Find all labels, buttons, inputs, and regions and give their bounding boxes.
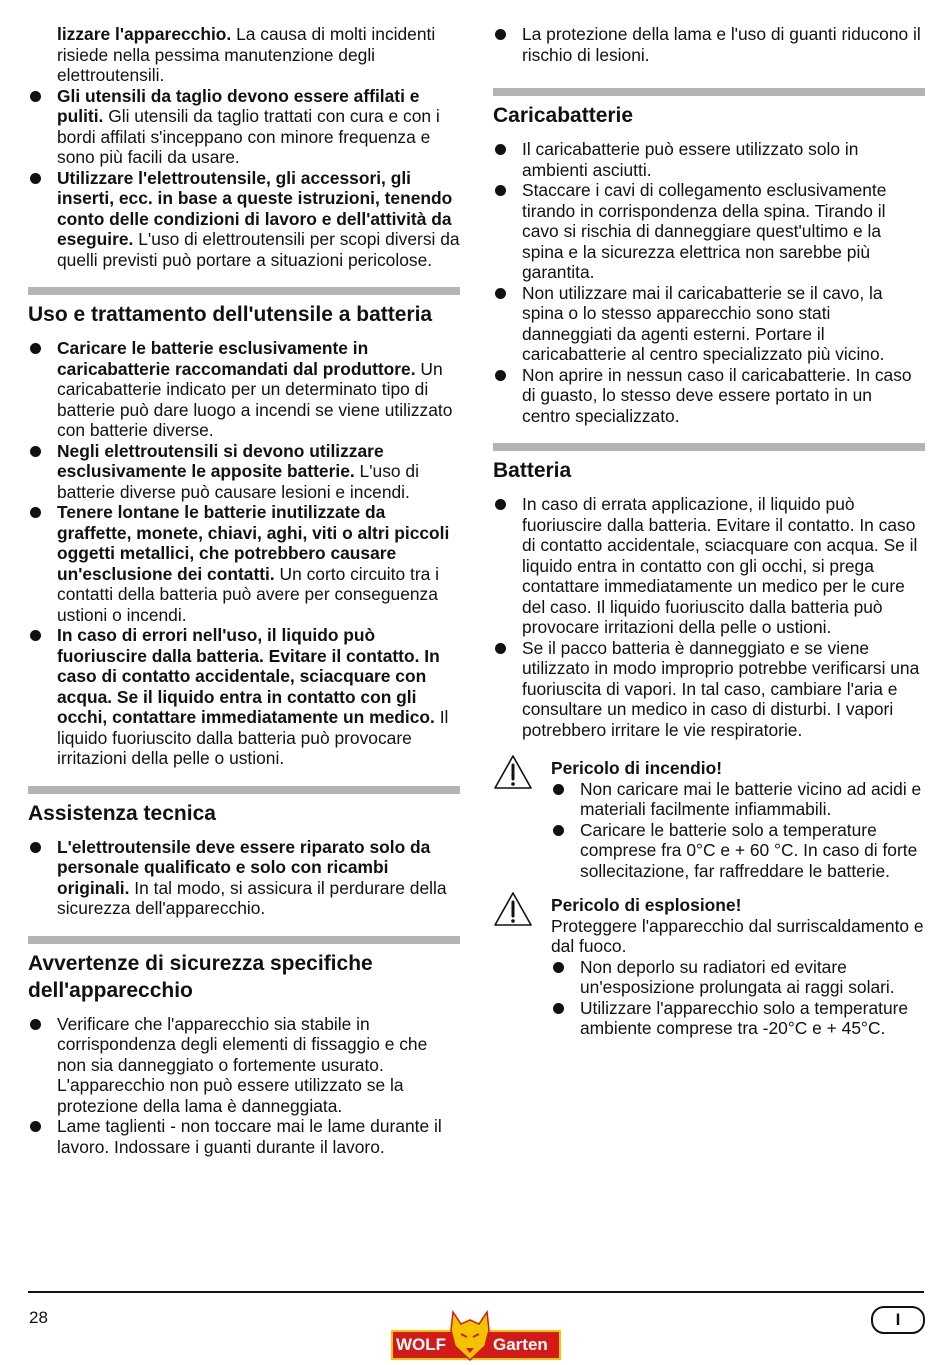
list-item: Caricare le batterie solo a temperature comprese fra 0°C e + 60 °C. In caso di forte sollecitazione, far raffreddare le batterie. xyxy=(551,820,925,882)
list-item: Lame taglienti - non toccare mai le lame durante il lavoro. Indossare i guanti durante il lavoro. xyxy=(28,1116,460,1157)
section-divider xyxy=(493,443,925,451)
battery-tool-list xyxy=(28,338,460,769)
list-item xyxy=(28,168,460,271)
explosion-warning-title: Pericolo di esplosione! xyxy=(551,895,742,915)
top-list xyxy=(493,24,925,65)
charger-list xyxy=(493,139,925,426)
list-item xyxy=(28,338,460,441)
list-item: Verificare che l'apparecchio sia stabile in corrispondenza degli elementi di fissaggio e che non sia danneggiato o fortemente usurato. L'apparecchio non può essere utilizzato se la protezione della lama è danneggiata. xyxy=(28,1014,460,1117)
section-divider xyxy=(493,88,925,96)
list-item: Non caricare mai le batterie vicino ad acidi e materiali facilmente infiammabili. xyxy=(551,779,925,820)
footer-divider xyxy=(28,1291,924,1293)
warning-triangle-icon xyxy=(493,754,533,790)
list-item xyxy=(28,441,460,503)
fire-warning xyxy=(493,758,925,881)
list-item: Non aprire in nessun caso il caricabatterie. In caso di guasto, lo stesso deve essere portato in un centro specializzato. xyxy=(493,365,925,427)
list-item: Non utilizzare mai il caricabatterie se il cavo, la spina o lo stesso apparecchio sono stati danneggiati da agenti esterni. Portare il caricabatterie al centro specializzato più vicino. xyxy=(493,283,925,365)
list-item: Non deporlo su radiatori ed evitare un'esposizione prolungata ai raggi solari. xyxy=(551,957,925,998)
intro-list xyxy=(28,86,460,271)
section-divider xyxy=(28,786,460,794)
page-number: 28 xyxy=(29,1308,48,1327)
list-item: La protezione della lama e l'uso di guanti riducono il rischio di lesioni. xyxy=(493,24,925,65)
right-column xyxy=(493,24,925,1039)
item-text: Gli utensili da taglio trattati con cura e con i bordi affilati s'inceppano con minore frequenza e sono più facili da usare. xyxy=(57,106,440,167)
item-bold: Tenere lontane le batterie inutilizzate da graffette, monete, chiavi, aghi, viti o altri piccoli oggetti metallici, che potrebbero causare un'esclusione dei contatti. xyxy=(57,502,450,584)
intro-text: La causa di molti incidenti risiede nella pessima manutenzione degli elettroutensili. xyxy=(57,24,436,85)
item-bold: Caricare le batterie esclusivamente in caricabatterie raccomandati dal produttore. xyxy=(57,338,416,379)
section-heading-device-warnings: Avvertenze di sicurezza specifiche dell'apparecchio xyxy=(28,951,373,1002)
section-heading-battery: Batteria xyxy=(493,459,572,482)
intro-bold: lizzare l'apparecchio. xyxy=(57,24,232,44)
warning-triangle-icon xyxy=(493,891,533,927)
wolf-garten-logo xyxy=(391,1310,561,1362)
fire-warning-list xyxy=(551,779,925,882)
item-bold: In caso di errori nell'uso, il liquido può fuoriuscire dalla batteria. Evitare il contatto. In caso di contatto accidentale, sciacquare con acqua. Se il liquido entra in contatto con gli occhi, contattare immediatamente un medico. xyxy=(57,625,440,727)
item-text: L'uso di batterie diverse può causare lesioni e incendi. xyxy=(57,461,419,502)
logo-text-wolf: WOLF xyxy=(396,1335,447,1354)
wolf-head-icon xyxy=(447,1310,493,1362)
device-warnings-list xyxy=(28,1014,460,1158)
item-bold: Negli elettroutensili si devono utilizzare esclusivamente le apposite batterie. xyxy=(57,440,384,481)
item-bold: Gli utensili da taglio devono essere affilati e puliti. xyxy=(57,85,420,126)
list-item: Se il pacco batteria è danneggiato e se viene utilizzato in modo improprio potrebbe verificarsi una fuoriuscita di vapori. In tal caso, cambiare l'aria e consultare un medico in caso di disturbi. I vapori potrebbero irritare le vie respiratorie. xyxy=(493,638,925,741)
list-item xyxy=(28,502,460,625)
fire-warning-title: Pericolo di incendio! xyxy=(551,758,723,778)
list-item: Il caricabatterie può essere utilizzato solo in ambienti asciutti. xyxy=(493,139,925,180)
battery-list xyxy=(493,494,925,740)
section-divider xyxy=(28,936,460,944)
explosion-warning-list xyxy=(551,957,925,1039)
list-item xyxy=(28,86,460,168)
logo-text-garten: Garten xyxy=(493,1335,548,1354)
item-text: L'uso di elettroutensili per scopi diversi da quelli previsti può portare a situazioni pericolose. xyxy=(57,229,460,270)
list-item: Staccare i cavi di collegamento esclusivamente tirando in corrispondenza della spina. Tirando il cavo si rischia di danneggiare quest'ultimo e la spina e la sicurezza elettrica non sarebbe più garantita. xyxy=(493,180,925,283)
item-text: In tal modo, si assicura il perdurare della sicurezza dell'apparecchio. xyxy=(57,877,447,918)
list-item xyxy=(28,625,460,769)
left-column xyxy=(28,24,460,1157)
item-bold: L'elettroutensile deve essere riparato solo da personale qualificato e solo con ricambi originali. xyxy=(57,836,431,898)
section-heading-service: Assistenza tecnica xyxy=(28,801,216,825)
explosion-warning xyxy=(493,895,925,1039)
service-list xyxy=(28,837,460,919)
intro-paragraph xyxy=(28,24,460,86)
item-text: Il liquido fuoriuscito dalla batteria può provocare irritazioni della pelle o ustioni. xyxy=(57,707,449,768)
language-badge: I xyxy=(871,1306,925,1334)
list-item: Utilizzare l'apparecchio solo a temperature ambiente comprese tra -20°C e + 45°C. xyxy=(551,998,925,1039)
section-heading-charger: Caricabatterie xyxy=(493,104,634,127)
item-bold: Utilizzare l'elettroutensile, gli accessori, gli inserti, ecc. in base a queste istruzioni, tenendo conto delle condizioni di lavoro e dell'attività da eseguire. xyxy=(57,167,453,249)
section-divider xyxy=(28,287,460,295)
item-text: Un corto circuito tra i contatti della batteria può avere per conseguenza ustioni o incendi. xyxy=(57,563,439,625)
explosion-warning-text: Proteggere l'apparecchio dal surriscaldamento e dal fuoco. xyxy=(551,915,924,956)
section-heading-battery-tool: Uso e trattamento dell'utensile a batteria xyxy=(28,303,433,326)
item-text: Un caricabatterie indicato per un determinato tipo di batterie può dare luogo a incendi se viene utilizzato con batterie diverse. xyxy=(57,358,453,440)
list-item xyxy=(28,837,460,919)
list-item: In caso di errata applicazione, il liquido può fuoriuscire dalla batteria. Evitare il contatto. In caso di contatto accidentale, sciacquare con acqua. Se il liquido entra in contatto con gli occhi, si prega contattare immediatamente un medico per le cure del caso. Il liquido fuoriuscito dalla batteria può provocare irritazioni della pelle o ustioni. xyxy=(493,494,925,638)
